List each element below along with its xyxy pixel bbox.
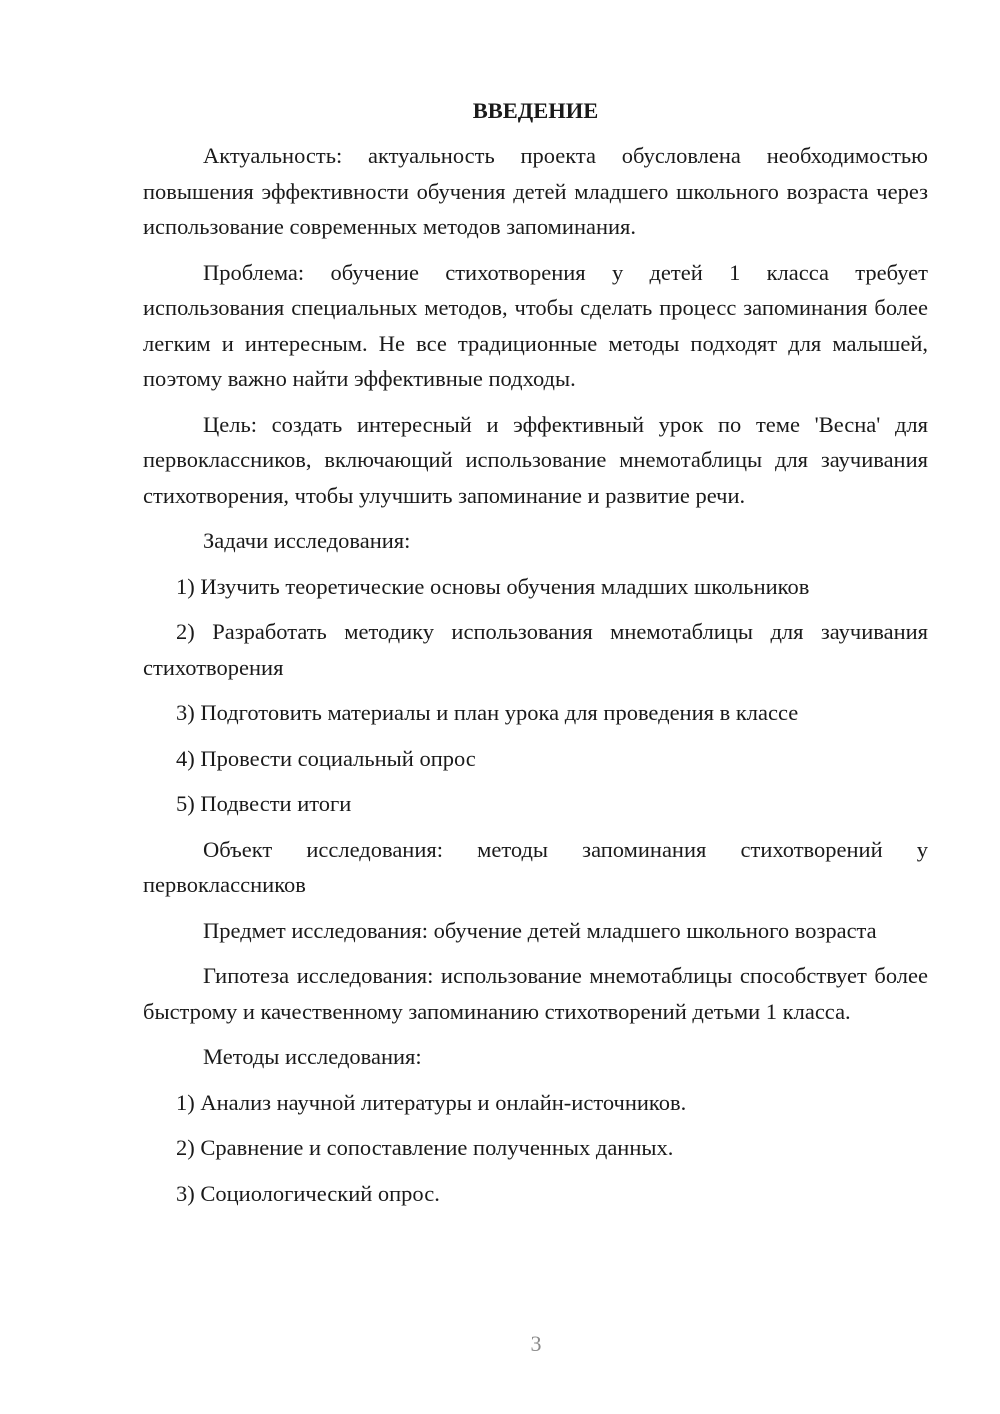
list-item-task-1: 1) Изучить теоретические основы обучения младших школьников [176,573,810,599]
paragraph-problem: Проблема: обучение стихотворения у детей 1 класса требует использования специальных методов, чтобы сделать процесс запоминания более легким и интересным. Не все традиционные методы подходят для малышей, поэтому важно найти эффективные подходы. [143,259,928,391]
page-number: 3 [530,1331,542,1356]
paragraph-methods-heading: Методы исследования: [203,1044,422,1069]
paragraph-object: Объект исследования: методы запоминания стихотворений у первоклассников [143,836,928,897]
list-item-method-1: 1) Анализ научной литературы и онлайн-источников. [176,1089,687,1115]
body-text [143,93,928,1221]
list-item-task-3: 3) Подготовить материалы и план урока для проведения в классе [176,700,799,725]
paragraph-hypothesis: Гипотеза исследования: использование мнемотаблицы способствует более быстрому и качественному запоминанию стихотворений детьми 1 класса. [143,963,928,1024]
list-item-task-5: 5) Подвести итоги [176,791,352,816]
paragraph-subject: Предмет исследования: обучение детей младшего школьного возраста [203,917,877,943]
list-item-method-2: 2) Сравнение и сопоставление полученных данных. [176,1135,674,1160]
paragraph-relevance: Актуальность: актуальность проекта обусловлена необходимостью повышения эффективности обучения детей младшего школьного возраста через использование современных методов запоминания. [143,143,928,239]
section-title: ВВЕДЕНИЕ [472,98,599,123]
list-item-task-4: 4) Провести социальный опрос [176,745,476,771]
paragraph-goal: Цель: создать интересный и эффективный урок по теме 'Весна' для первоклассников, включающий использование мнемотаблицы для заучивания стихотворения, чтобы улучшить запоминание и развитие речи. [143,411,928,508]
list-item-method-3: 3) Социологический опрос. [176,1180,440,1206]
paragraph-tasks-heading: Задачи исследования: [203,528,411,553]
list-item-task-2: 2) Разработать методику использования мнемотаблицы для заучивания стихотворения [143,619,928,680]
